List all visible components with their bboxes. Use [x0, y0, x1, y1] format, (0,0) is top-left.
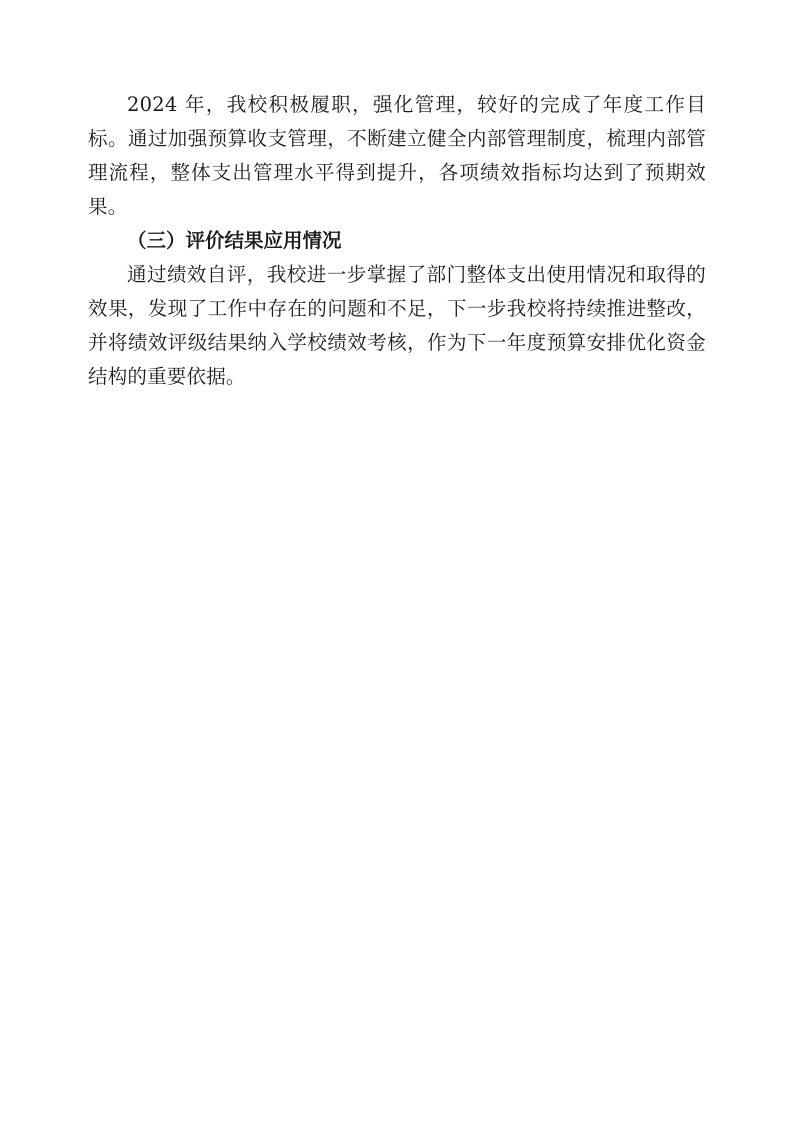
heading-evaluation-application: （三）评价结果应用情况: [127, 229, 342, 252]
document-body: [88, 88, 706, 394]
paragraph-annual-summary: 2024 年，我校积极履职，强化管理，较好的完成了年度工作目标。通过加强预算收支管理，不断建立健全内部管理制度，梳理内部管理流程，整体支出管理水平得到提升，各项绩效指标均达到了预期效果。: [88, 93, 706, 218]
paragraph-self-evaluation: 通过绩效自评，我校进一步掌握了部门整体支出使用情况和取得的效果，发现了工作中存在的问题和不足，下一步我校将持续推进整改，并将绩效评级结果纳入学校绩效考核，作为下一年度预算安排优化资金结构的重要依据。: [88, 263, 706, 388]
